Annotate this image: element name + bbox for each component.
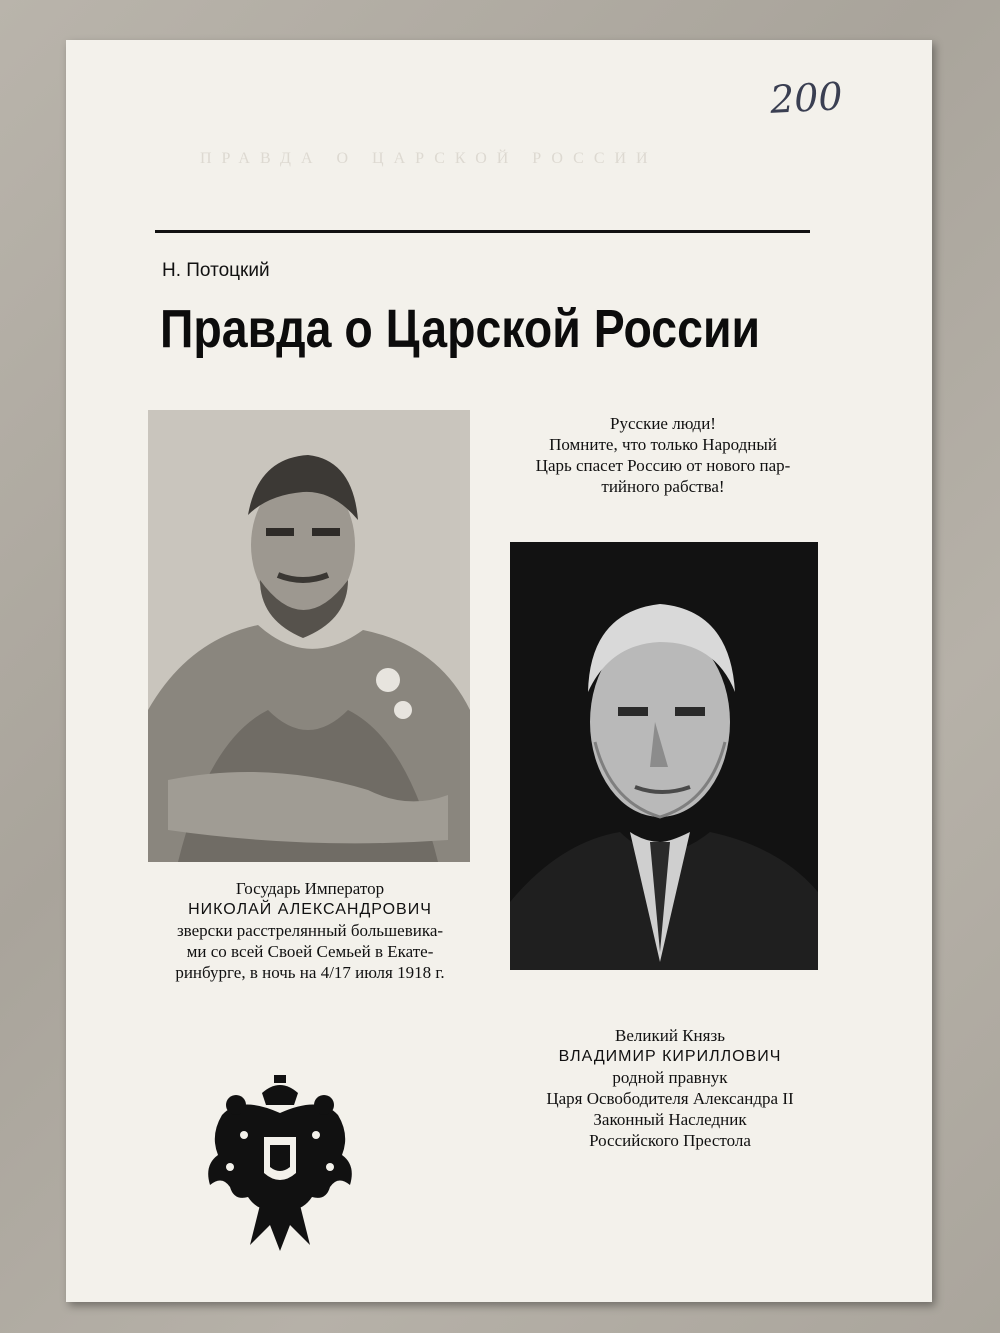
caption-name: НИКОЛАЙ АЛЕКСАНДРОВИЧ <box>188 901 432 918</box>
prince-caption <box>530 1025 810 1151</box>
double-headed-eagle-emblem-icon <box>200 1075 360 1253</box>
caption-line: родной правнук <box>612 1068 728 1087</box>
appeal-line: Русские люди! <box>610 414 716 433</box>
bleed-through-text: ПРАВДА О ЦАРСКОЙ РОССИИ <box>200 150 658 167</box>
appeal-line: Царь спасет Россию от нового пар- <box>535 456 791 475</box>
caption-line: Законный Наследник <box>593 1110 747 1129</box>
handwritten-price: 200 <box>768 74 844 122</box>
appeal-text <box>508 413 818 497</box>
appeal-line: Помните, что только Народный <box>549 435 777 454</box>
prince-portrait-icon <box>510 542 818 970</box>
caption-line: ринбурге, в ночь на 4/17 июля 1918 г. <box>175 963 445 982</box>
caption-line: ми со всей Своей Семьей в Екате- <box>186 942 434 961</box>
caption-line: Российского Престола <box>589 1131 751 1150</box>
caption-name: ВЛАДИМИР КИРИЛЛОВИЧ <box>558 1048 782 1065</box>
top-rule <box>155 230 810 233</box>
caption-line: Государь Император <box>235 879 385 898</box>
page-title: Правда о Царской России <box>160 299 761 359</box>
caption-line: Царя Освободителя Александра II <box>546 1089 794 1108</box>
caption-line: Великий Князь <box>615 1026 725 1045</box>
tsar-caption <box>140 878 480 983</box>
author: Н. Потоцкий <box>162 260 270 281</box>
caption-line: зверски расстрелянный большевика- <box>176 921 444 940</box>
tsar-portrait-icon <box>148 410 470 862</box>
appeal-line: тийного рабства! <box>601 477 725 496</box>
